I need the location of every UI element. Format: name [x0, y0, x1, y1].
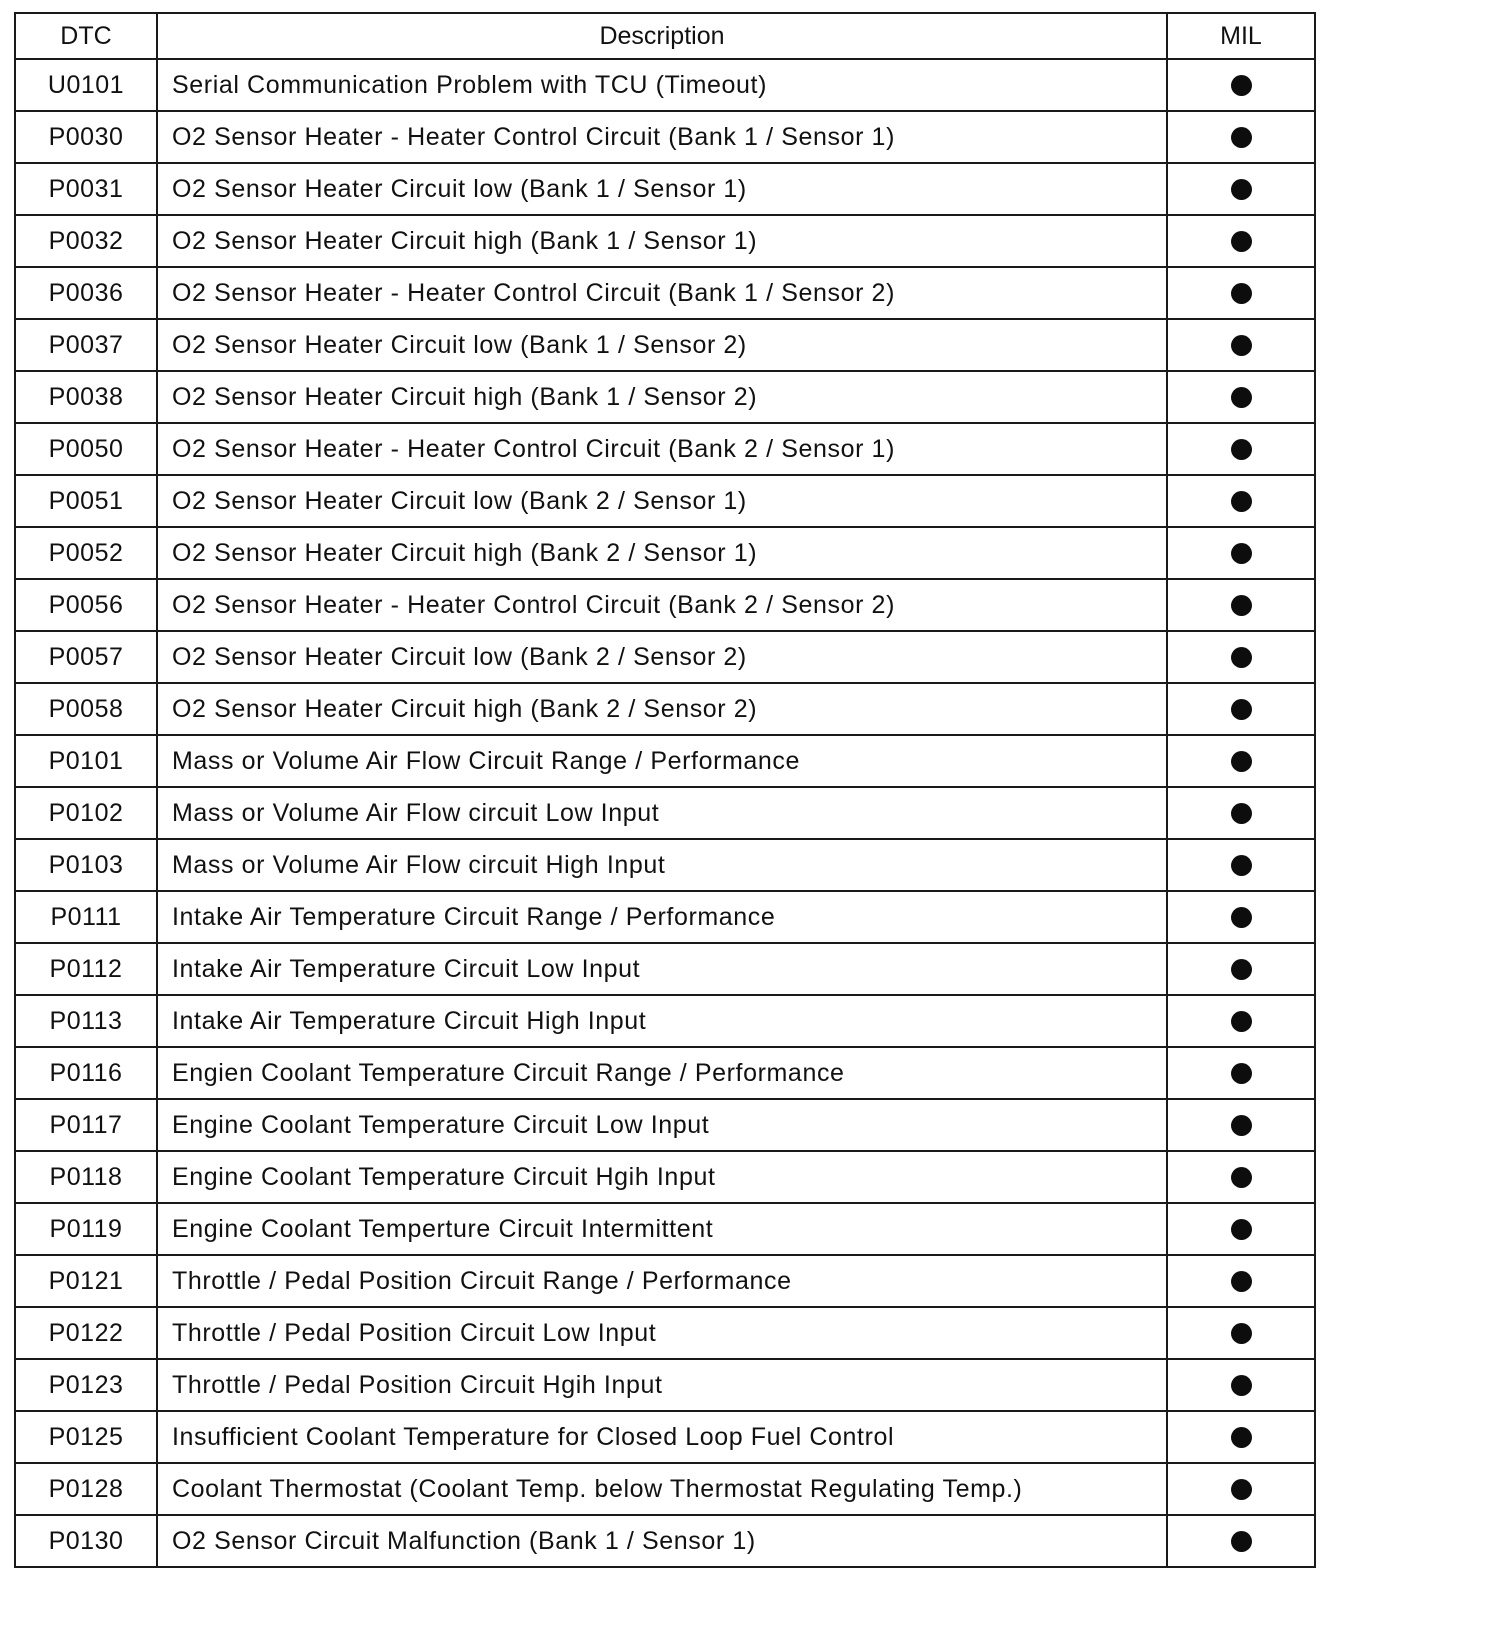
dtc-description: O2 Sensor Heater Circuit high (Bank 2 / Sensor 1) [157, 527, 1167, 579]
mil-cell [1167, 579, 1315, 631]
dtc-code: P0130 [15, 1515, 157, 1567]
dtc-code: P0125 [15, 1411, 157, 1463]
table-row [15, 943, 1315, 995]
table-row [15, 839, 1315, 891]
mil-cell [1167, 735, 1315, 787]
table-row [15, 683, 1315, 735]
dtc-description: O2 Sensor Heater Circuit low (Bank 2 / Sensor 1) [157, 475, 1167, 527]
header-description: Description [157, 13, 1167, 59]
dtc-description: Intake Air Temperature Circuit Range / Performance [157, 891, 1167, 943]
dtc-description: Intake Air Temperature Circuit High Input [157, 995, 1167, 1047]
table-row [15, 1255, 1315, 1307]
dtc-code: P0037 [15, 319, 157, 371]
mil-cell [1167, 631, 1315, 683]
dtc-description: Engine Coolant Temperature Circuit Low Input [157, 1099, 1167, 1151]
table-row [15, 267, 1315, 319]
dtc-description: O2 Sensor Heater - Heater Control Circuit (Bank 2 / Sensor 1) [157, 423, 1167, 475]
dtc-description: Insufficient Coolant Temperature for Closed Loop Fuel Control [157, 1411, 1167, 1463]
mil-cell [1167, 319, 1315, 371]
dtc-table [14, 12, 1316, 1568]
mil-cell [1167, 995, 1315, 1047]
dtc-description: Mass or Volume Air Flow Circuit Range / Performance [157, 735, 1167, 787]
filled-circle-icon [1231, 699, 1252, 720]
table-row [15, 1515, 1315, 1567]
table-row [15, 735, 1315, 787]
mil-cell [1167, 891, 1315, 943]
dtc-description: Engien Coolant Temperature Circuit Range / Performance [157, 1047, 1167, 1099]
table-row [15, 215, 1315, 267]
filled-circle-icon [1231, 803, 1252, 824]
dtc-description: O2 Sensor Heater Circuit high (Bank 1 / Sensor 2) [157, 371, 1167, 423]
header-dtc: DTC [15, 13, 157, 59]
filled-circle-icon [1231, 647, 1252, 668]
table-row [15, 579, 1315, 631]
mil-cell [1167, 423, 1315, 475]
dtc-code: U0101 [15, 59, 157, 111]
dtc-code: P0112 [15, 943, 157, 995]
filled-circle-icon [1231, 1219, 1252, 1240]
filled-circle-icon [1231, 1375, 1252, 1396]
filled-circle-icon [1231, 1531, 1252, 1552]
table-row [15, 787, 1315, 839]
mil-cell [1167, 475, 1315, 527]
dtc-description: O2 Sensor Heater - Heater Control Circuit (Bank 2 / Sensor 2) [157, 579, 1167, 631]
table-row [15, 371, 1315, 423]
filled-circle-icon [1231, 1427, 1252, 1448]
dtc-code: P0031 [15, 163, 157, 215]
filled-circle-icon [1231, 907, 1252, 928]
dtc-description: O2 Sensor Heater Circuit high (Bank 2 / Sensor 2) [157, 683, 1167, 735]
table-row [15, 111, 1315, 163]
dtc-code: P0117 [15, 1099, 157, 1151]
dtc-code: P0038 [15, 371, 157, 423]
filled-circle-icon [1231, 1167, 1252, 1188]
dtc-code: P0123 [15, 1359, 157, 1411]
dtc-description: Throttle / Pedal Position Circuit Hgih Input [157, 1359, 1167, 1411]
mil-cell [1167, 1515, 1315, 1567]
dtc-code: P0101 [15, 735, 157, 787]
dtc-description: Mass or Volume Air Flow circuit Low Input [157, 787, 1167, 839]
mil-cell [1167, 1463, 1315, 1515]
filled-circle-icon [1231, 335, 1252, 356]
table-row [15, 1203, 1315, 1255]
table-row [15, 1411, 1315, 1463]
filled-circle-icon [1231, 491, 1252, 512]
mil-cell [1167, 163, 1315, 215]
filled-circle-icon [1231, 127, 1252, 148]
table-row [15, 1359, 1315, 1411]
dtc-code: P0103 [15, 839, 157, 891]
filled-circle-icon [1231, 75, 1252, 96]
header-row [15, 13, 1315, 59]
filled-circle-icon [1231, 1479, 1252, 1500]
table-row [15, 1307, 1315, 1359]
table-row [15, 319, 1315, 371]
mil-cell [1167, 683, 1315, 735]
filled-circle-icon [1231, 439, 1252, 460]
mil-cell [1167, 943, 1315, 995]
table-header [15, 13, 1315, 59]
mil-cell [1167, 1047, 1315, 1099]
dtc-code: P0051 [15, 475, 157, 527]
mil-cell [1167, 527, 1315, 579]
table-row [15, 475, 1315, 527]
dtc-description: O2 Sensor Circuit Malfunction (Bank 1 / Sensor 1) [157, 1515, 1167, 1567]
mil-cell [1167, 1203, 1315, 1255]
dtc-code: P0030 [15, 111, 157, 163]
table-body [15, 59, 1315, 1567]
dtc-code: P0058 [15, 683, 157, 735]
mil-cell [1167, 787, 1315, 839]
dtc-code: P0056 [15, 579, 157, 631]
header-mil: MIL [1167, 13, 1315, 59]
table-row [15, 995, 1315, 1047]
filled-circle-icon [1231, 1323, 1252, 1344]
filled-circle-icon [1231, 1115, 1252, 1136]
dtc-code: P0128 [15, 1463, 157, 1515]
mil-cell [1167, 267, 1315, 319]
filled-circle-icon [1231, 1063, 1252, 1084]
filled-circle-icon [1231, 283, 1252, 304]
mil-cell [1167, 215, 1315, 267]
mil-cell [1167, 371, 1315, 423]
mil-cell [1167, 1151, 1315, 1203]
filled-circle-icon [1231, 751, 1252, 772]
dtc-code: P0118 [15, 1151, 157, 1203]
mil-cell [1167, 1359, 1315, 1411]
dtc-code: P0119 [15, 1203, 157, 1255]
table-row [15, 1151, 1315, 1203]
dtc-code: P0111 [15, 891, 157, 943]
table-row [15, 423, 1315, 475]
dtc-description: O2 Sensor Heater - Heater Control Circuit (Bank 1 / Sensor 1) [157, 111, 1167, 163]
dtc-description: Mass or Volume Air Flow circuit High Input [157, 839, 1167, 891]
dtc-code: P0121 [15, 1255, 157, 1307]
dtc-description: O2 Sensor Heater Circuit low (Bank 2 / Sensor 2) [157, 631, 1167, 683]
filled-circle-icon [1231, 959, 1252, 980]
table-row [15, 59, 1315, 111]
dtc-description: Intake Air Temperature Circuit Low Input [157, 943, 1167, 995]
dtc-code: P0102 [15, 787, 157, 839]
mil-cell [1167, 839, 1315, 891]
table-row [15, 631, 1315, 683]
filled-circle-icon [1231, 855, 1252, 876]
filled-circle-icon [1231, 387, 1252, 408]
dtc-description: Throttle / Pedal Position Circuit Low Input [157, 1307, 1167, 1359]
dtc-code: P0113 [15, 995, 157, 1047]
dtc-description: Engine Coolant Temperture Circuit Intermittent [157, 1203, 1167, 1255]
table-row [15, 891, 1315, 943]
filled-circle-icon [1231, 543, 1252, 564]
mil-cell [1167, 1411, 1315, 1463]
filled-circle-icon [1231, 1271, 1252, 1292]
filled-circle-icon [1231, 1011, 1252, 1032]
filled-circle-icon [1231, 595, 1252, 616]
mil-cell [1167, 111, 1315, 163]
dtc-description: O2 Sensor Heater Circuit low (Bank 1 / Sensor 1) [157, 163, 1167, 215]
table-row [15, 527, 1315, 579]
dtc-description: O2 Sensor Heater Circuit high (Bank 1 / Sensor 1) [157, 215, 1167, 267]
table-row [15, 163, 1315, 215]
dtc-code: P0122 [15, 1307, 157, 1359]
dtc-description: O2 Sensor Heater - Heater Control Circuit (Bank 1 / Sensor 2) [157, 267, 1167, 319]
mil-cell [1167, 1307, 1315, 1359]
dtc-code: P0116 [15, 1047, 157, 1099]
dtc-code: P0032 [15, 215, 157, 267]
filled-circle-icon [1231, 231, 1252, 252]
dtc-description: Coolant Thermostat (Coolant Temp. below Thermostat Regulating Temp.) [157, 1463, 1167, 1515]
dtc-code: P0052 [15, 527, 157, 579]
dtc-code: P0050 [15, 423, 157, 475]
mil-cell [1167, 1255, 1315, 1307]
dtc-description: O2 Sensor Heater Circuit low (Bank 1 / Sensor 2) [157, 319, 1167, 371]
table-row [15, 1099, 1315, 1151]
table-row [15, 1047, 1315, 1099]
table-row [15, 1463, 1315, 1515]
dtc-description: Serial Communication Problem with TCU (Timeout) [157, 59, 1167, 111]
filled-circle-icon [1231, 179, 1252, 200]
dtc-code: P0036 [15, 267, 157, 319]
dtc-description: Throttle / Pedal Position Circuit Range / Performance [157, 1255, 1167, 1307]
mil-cell [1167, 59, 1315, 111]
mil-cell [1167, 1099, 1315, 1151]
dtc-code: P0057 [15, 631, 157, 683]
dtc-description: Engine Coolant Temperature Circuit Hgih Input [157, 1151, 1167, 1203]
